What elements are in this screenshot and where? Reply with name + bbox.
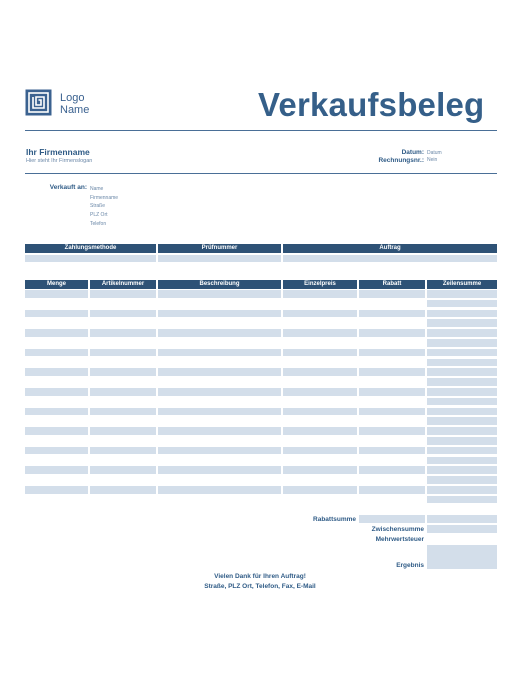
quantity-cell[interactable]	[25, 368, 88, 376]
description-cell[interactable]	[158, 359, 281, 367]
item-number-cell[interactable]	[90, 319, 156, 327]
discount-cell[interactable]	[359, 457, 425, 465]
logo-icon	[25, 89, 52, 116]
discount-cell[interactable]	[359, 349, 425, 357]
quantity-cell[interactable]	[25, 339, 88, 347]
total-label: Ergebnis	[396, 562, 424, 569]
discount-cell[interactable]	[359, 408, 425, 416]
logo-line-2: Name	[60, 104, 90, 116]
discount-cell[interactable]	[359, 319, 425, 327]
item-number-cell[interactable]	[90, 329, 156, 337]
description-cell[interactable]	[158, 496, 281, 504]
item-number-cell[interactable]	[90, 457, 156, 465]
item-number-cell[interactable]	[90, 368, 156, 376]
discount-cell[interactable]	[359, 339, 425, 347]
unit-price-cell[interactable]	[283, 378, 357, 386]
quantity-cell[interactable]	[25, 417, 88, 425]
order-header: Auftrag	[283, 244, 497, 253]
discount-cell[interactable]	[359, 368, 425, 376]
unit-price-cell[interactable]	[283, 349, 357, 357]
unit-price-cell[interactable]	[283, 486, 357, 494]
line-total-cell[interactable]	[427, 427, 497, 435]
description-cell[interactable]	[158, 437, 281, 445]
address-line: Firmenname	[90, 194, 119, 201]
line-total-cell[interactable]	[427, 398, 497, 406]
address-line: Straße	[90, 203, 106, 210]
unit-price-cell[interactable]	[283, 319, 357, 327]
order-cell[interactable]	[283, 255, 497, 262]
line-total-cell[interactable]	[427, 339, 497, 347]
description-cell[interactable]	[158, 408, 281, 416]
item-number-cell[interactable]	[90, 388, 156, 396]
description-cell[interactable]	[158, 457, 281, 465]
item-number-cell[interactable]	[90, 437, 156, 445]
description-cell[interactable]	[158, 476, 281, 484]
discount-cell[interactable]	[359, 437, 425, 445]
tax-label: Mehrwertsteuer	[375, 536, 424, 543]
quantity-cell[interactable]	[25, 378, 88, 386]
quantity-cell[interactable]	[25, 476, 88, 484]
date-value: Datum	[427, 150, 442, 156]
description-cell[interactable]	[158, 378, 281, 386]
unit-price-cell[interactable]	[283, 310, 357, 318]
payment-method-cell[interactable]	[25, 255, 156, 262]
discount-cell[interactable]	[359, 300, 425, 308]
line-total-cell[interactable]	[427, 319, 497, 327]
unit-price-cell[interactable]	[283, 359, 357, 367]
address-line: PLZ Ort	[90, 212, 108, 219]
unit-price-cell[interactable]	[283, 300, 357, 308]
unit-price-cell[interactable]	[283, 368, 357, 376]
quantity-cell[interactable]	[25, 496, 88, 504]
unit-price-cell[interactable]	[283, 427, 357, 435]
discount-cell[interactable]	[359, 310, 425, 318]
logo-line-1: Logo	[60, 92, 85, 104]
discount-cell[interactable]	[359, 427, 425, 435]
quantity-cell[interactable]	[25, 466, 88, 474]
item-number-cell[interactable]	[90, 359, 156, 367]
unit-price-cell[interactable]	[283, 476, 357, 484]
thank-you-note: Vielen Dank für Ihren Auftrag!	[214, 573, 306, 580]
invoice-number-value: Nein	[427, 157, 438, 163]
quantity-cell[interactable]	[25, 447, 88, 455]
line-total-cell[interactable]	[427, 457, 497, 465]
discount-cell[interactable]	[359, 359, 425, 367]
unit-price-cell[interactable]	[283, 290, 357, 298]
item-number-cell[interactable]	[90, 290, 156, 298]
description-cell[interactable]	[158, 349, 281, 357]
discount-cell[interactable]	[359, 378, 425, 386]
line-total-cell[interactable]	[427, 388, 497, 396]
payment-method-header: Zahlungsmethode	[25, 244, 156, 253]
discount-cell[interactable]	[359, 447, 425, 455]
quantity-header: Menge	[25, 280, 88, 289]
item-number-header: Artikelnummer	[90, 280, 156, 289]
unit-price-cell[interactable]	[283, 339, 357, 347]
quantity-cell[interactable]	[25, 388, 88, 396]
discount-cell[interactable]	[359, 388, 425, 396]
description-cell[interactable]	[158, 417, 281, 425]
unit-price-cell[interactable]	[283, 388, 357, 396]
quantity-cell[interactable]	[25, 427, 88, 435]
item-number-cell[interactable]	[90, 378, 156, 386]
line-total-cell[interactable]	[427, 437, 497, 445]
sold-to-label: Verkauft an:	[49, 184, 87, 191]
description-cell[interactable]	[158, 388, 281, 396]
total-value[interactable]	[427, 545, 497, 569]
date-label: Datum:	[401, 149, 424, 156]
unit-price-cell[interactable]	[283, 437, 357, 445]
tax-value[interactable]	[427, 535, 497, 543]
unit-price-cell[interactable]	[283, 496, 357, 504]
line-total-cell[interactable]	[427, 496, 497, 504]
subtotal-value[interactable]	[427, 525, 497, 533]
company-slogan: Hier steht Ihr Firmenslogan	[26, 158, 93, 164]
quantity-cell[interactable]	[25, 486, 88, 494]
quantity-cell[interactable]	[25, 437, 88, 445]
discount-cell[interactable]	[359, 476, 425, 484]
line-total-cell[interactable]	[427, 417, 497, 425]
quantity-cell[interactable]	[25, 408, 88, 416]
footer-contact: Straße, PLZ Ort, Telefon, Fax, E-Mail	[204, 583, 316, 590]
discount-cell[interactable]	[359, 329, 425, 337]
discount-total-label: Rabattsumme	[313, 516, 356, 523]
item-number-cell[interactable]	[90, 349, 156, 357]
check-number-cell[interactable]	[158, 255, 281, 262]
line-total-cell[interactable]	[427, 466, 497, 474]
unit-price-cell[interactable]	[283, 457, 357, 465]
unit-price-cell[interactable]	[283, 417, 357, 425]
item-number-cell[interactable]	[90, 408, 156, 416]
description-cell[interactable]	[158, 329, 281, 337]
header-divider	[25, 130, 497, 131]
line-total-cell[interactable]	[427, 349, 497, 357]
line-total-header: Zeilensumme	[427, 280, 497, 289]
line-total-cell[interactable]	[427, 329, 497, 337]
address-line: Telefon	[90, 220, 107, 227]
page-title: Verkaufsbeleg	[258, 86, 485, 123]
unit-price-cell[interactable]	[283, 466, 357, 474]
company-divider	[25, 173, 497, 174]
description-cell[interactable]	[158, 486, 281, 494]
address-line: Name	[90, 186, 104, 192]
description-cell[interactable]	[158, 290, 281, 298]
discount-cell[interactable]	[359, 417, 425, 425]
item-number-cell[interactable]	[90, 310, 156, 318]
line-total-cell[interactable]	[427, 300, 497, 308]
line-total-cell[interactable]	[427, 310, 497, 318]
item-number-cell[interactable]	[90, 486, 156, 494]
check-number-header: Prüfnummer	[158, 244, 281, 253]
line-total-cell[interactable]	[427, 447, 497, 455]
quantity-cell[interactable]	[25, 300, 88, 308]
line-total-cell[interactable]	[427, 378, 497, 386]
discount-total-value[interactable]	[359, 515, 425, 523]
item-number-cell[interactable]	[90, 447, 156, 455]
item-number-cell[interactable]	[90, 496, 156, 504]
description-cell[interactable]	[158, 310, 281, 318]
description-cell[interactable]	[158, 368, 281, 376]
quantity-cell[interactable]	[25, 398, 88, 406]
description-cell[interactable]	[158, 466, 281, 474]
unit-price-cell[interactable]	[283, 398, 357, 406]
company-name: Ihr Firmenname	[26, 147, 90, 157]
item-number-cell[interactable]	[90, 339, 156, 347]
subtotal-label: Zwischensumme	[371, 526, 424, 533]
sold-to-address	[90, 185, 118, 229]
line-total-cell[interactable]	[427, 408, 497, 416]
item-number-cell[interactable]	[90, 476, 156, 484]
quantity-cell[interactable]	[25, 290, 88, 298]
quantity-cell[interactable]	[25, 359, 88, 367]
description-cell[interactable]	[158, 319, 281, 327]
line-total-cell[interactable]	[427, 476, 497, 484]
discount-cell[interactable]	[359, 466, 425, 474]
item-number-cell[interactable]	[90, 466, 156, 474]
description-cell[interactable]	[158, 447, 281, 455]
description-cell[interactable]	[158, 427, 281, 435]
quantity-cell[interactable]	[25, 457, 88, 465]
unit-price-cell[interactable]	[283, 447, 357, 455]
item-number-cell[interactable]	[90, 427, 156, 435]
line-total-cell[interactable]	[427, 359, 497, 367]
unit-price-cell[interactable]	[283, 408, 357, 416]
unit-price-header: Einzelpreis	[283, 280, 357, 289]
discount-total-line-cell[interactable]	[427, 515, 497, 523]
discount-cell[interactable]	[359, 496, 425, 504]
description-cell[interactable]	[158, 300, 281, 308]
unit-price-cell[interactable]	[283, 329, 357, 337]
invoice-number-label: Rechnungsnr.:	[378, 157, 424, 164]
quantity-cell[interactable]	[25, 319, 88, 327]
item-number-cell[interactable]	[90, 300, 156, 308]
line-total-cell[interactable]	[427, 486, 497, 494]
description-cell[interactable]	[158, 398, 281, 406]
logo-name	[60, 92, 89, 116]
description-cell[interactable]	[158, 339, 281, 347]
quantity-cell[interactable]	[25, 329, 88, 337]
discount-header: Rabatt	[359, 280, 425, 289]
discount-cell[interactable]	[359, 290, 425, 298]
quantity-cell[interactable]	[25, 349, 88, 357]
line-total-cell[interactable]	[427, 368, 497, 376]
description-header: Beschreibung	[158, 280, 281, 289]
item-number-cell[interactable]	[90, 398, 156, 406]
line-total-cell[interactable]	[427, 290, 497, 298]
item-number-cell[interactable]	[90, 417, 156, 425]
discount-cell[interactable]	[359, 398, 425, 406]
discount-cell[interactable]	[359, 486, 425, 494]
quantity-cell[interactable]	[25, 310, 88, 318]
